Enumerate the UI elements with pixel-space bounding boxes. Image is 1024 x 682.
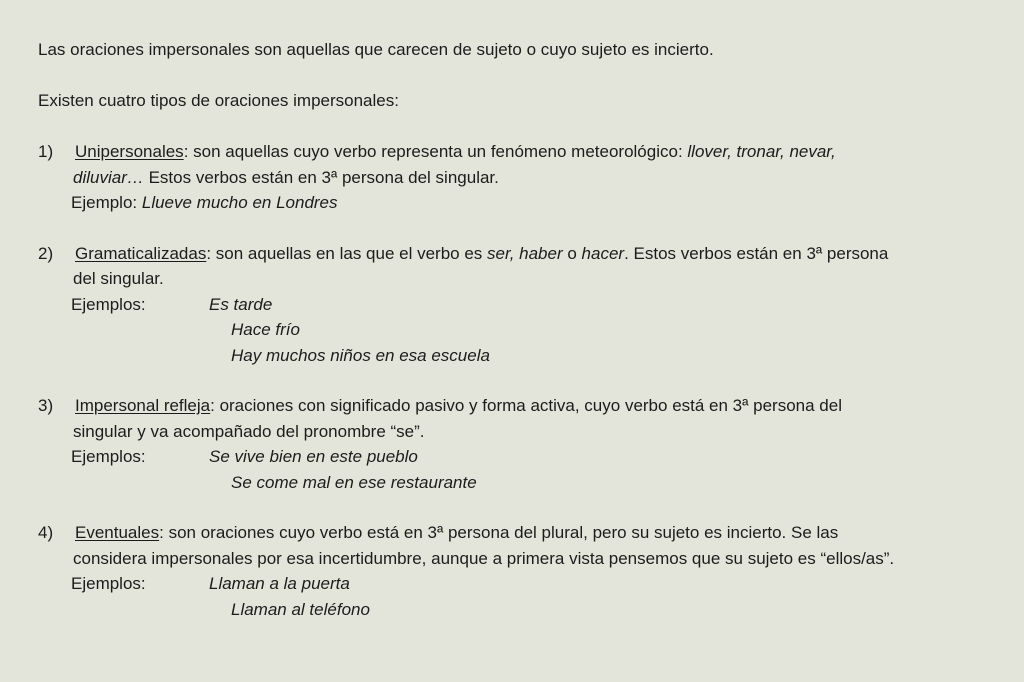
item-definition [73,520,998,622]
item-line [73,546,998,572]
item-italic-verbs: hacer [581,243,625,263]
item-number: 1) [38,142,54,161]
item-line [73,393,998,419]
item-term: Unipersonales [75,142,184,161]
example-text: Se vive bien en este pueblo [209,447,418,466]
item-text: : son aquellas cuyo verbo representa un fenómeno meteorológico: [183,142,688,161]
item-text: Estos verbos están en 3ª persona del singular. [143,167,499,187]
item-number: 3) [38,396,54,415]
example-row [71,190,998,216]
example-text: Llaman al teléfono [231,599,370,619]
item-line [73,165,998,191]
item-definition [73,393,998,495]
item-definition [73,241,998,369]
list-item-gramaticalizadas [38,241,998,369]
item-italic-verbs: ser, haber [487,243,563,263]
list-item-eventuales [38,520,998,622]
item-line [73,419,998,445]
item-italic-verbs: diluviar… [73,167,144,187]
example-row [71,444,998,470]
example-text: Hay muchos niños en esa escuela [231,345,490,365]
item-text: . Estos verbos están en 3ª persona [624,243,889,263]
example-text: Hace frío [231,320,300,339]
list-item-unipersonales [38,139,998,216]
intro-paragraph: Las oraciones impersonales son aquellas que carecen de sujeto o cuyo sujeto es incierto. [38,40,714,59]
example-text: Se come mal en ese restaurante [231,472,477,492]
item-text: considera impersonales por esa incertidumbre, aunque a primera vista pensemos que su sujeto es “ellos/as”. [73,548,895,568]
example-text: Llueve mucho en Londres [141,193,338,212]
item-number: 2) [38,243,54,263]
item-text: del singular. [73,269,164,288]
example-text: Es tarde [209,294,273,314]
example-row [71,292,998,318]
example-label: Ejemplos: [71,447,146,466]
item-term: Gramaticalizadas [75,243,207,263]
item-definition [73,139,998,216]
example-label: Ejemplo: [71,193,142,212]
example-row [71,571,998,597]
item-text: : son aquellas en las que el verbo es [206,243,488,263]
example-label: Ejemplos: [71,294,146,314]
item-term: Impersonal refleja [75,396,211,415]
item-text: singular y va acompañado del pronombre “se”. [73,421,425,441]
item-number: 4) [38,523,54,542]
item-text: o [562,243,582,263]
item-text: : oraciones con significado pasivo y forma activa, cuyo verbo está en 3ª persona del [210,396,842,415]
item-line [73,520,998,546]
document-page [38,37,998,647]
item-term: Eventuales [75,523,160,542]
example-text: Llaman a la puerta [209,574,350,593]
item-line [73,139,998,165]
item-line [73,241,998,267]
item-line [73,266,998,292]
item-italic-verbs: llover, tronar, nevar, [687,142,836,161]
example-label: Ejemplos: [71,574,146,593]
intro-types-paragraph: Existen cuatro tipos de oraciones impersonales: [38,90,399,110]
list-item-impersonal-refleja [38,393,998,495]
item-text: : son oraciones cuyo verbo está en 3ª persona del plural, pero su sujeto es incierto. Se las [159,523,839,542]
